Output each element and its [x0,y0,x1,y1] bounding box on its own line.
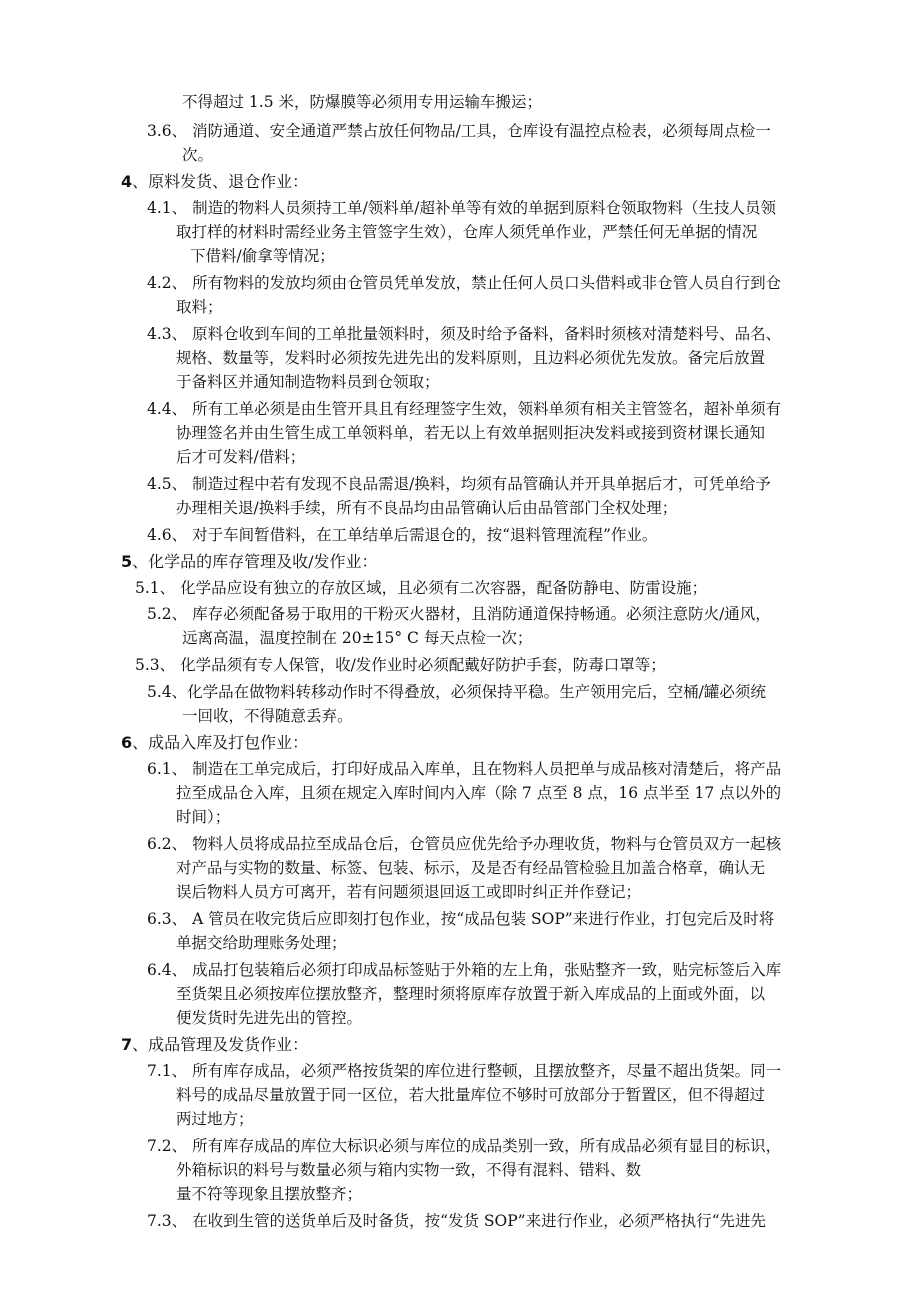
text-line: 5.4、化学品在做物料转移动作时不得叠放，必须保持平稳。生产领用完后，空桶/罐必须统 [147,683,766,701]
text-line: 时间）； [176,808,231,826]
text-line: 误后物料人员方可离开，若有问题须退回返工或即时纠正并作登记； [176,883,642,901]
section-heading [121,172,308,192]
text-line: 5.3、 化学品须有专人保管，收/发作业时必须配戴好防护手套，防毒口罩等； [135,656,666,674]
text-line: 7.2、 所有库存成品的库位大标识必须与库位的成品类别一致，所有成品必须有显目的标识， [147,1137,782,1155]
text-line: 料号的成品尽量放置于同一区位，若大批量库位不够时可放部分于暂置区，但不得超过 [176,1086,766,1104]
text-line: 量不符等现象且摆放整齐； [176,1185,363,1203]
text-line: 办理相关退/换料手续，所有不良品均由品管确认后由品管部门全权处理； [176,499,678,517]
text-line: 至货架且必须按库位摆放整齐，整理时须将原库存放置于新入库成品的上面或外面，以 [176,985,766,1003]
section-number: 4 [121,172,133,191]
text-line: 4.6、 对于车间暂借料，在工单结单后需退仓的，按“退料管理流程”作业。 [147,526,658,544]
text-line: 7.1、 所有库存成品，必须严格按货架的库位进行整顿，且摆放整齐，尽量不超出货架。同一 [147,1062,782,1080]
section-title: 、原料发货、退仓作业： [132,172,309,191]
section-title: 、成品管理及发货作业： [132,1035,309,1054]
text-line: 4.1、 制造的物料人员须持工单/领料单/超补单等有效的单据到原料仓领取物料（生技人员领 [147,199,777,217]
text-line: 对产品与实物的数量、标签、包装、标示，及是否有经品管检验且加盖合格章，确认无 [176,859,766,877]
text-line: 两过地方； [176,1110,254,1128]
text-line: 下借料/偷拿等情况； [190,247,335,265]
text-line: 5.2、 库存必须配备易于取用的干粉灭火器材，且消防通道保持畅通。必须注意防火/通风， [147,605,771,623]
text-line: 于备料区并通知制造物料员到仓领取； [176,373,440,391]
text-line: 3.6、 消防通道、安全通道严禁占放任何物品/工具，仓库设有温控点检表，必须每周点检一 [147,122,771,140]
text-line: 后才可发料/借料； [176,448,306,466]
text-line: 一回收，不得随意丢弃。 [182,707,353,725]
text-line: 6.1、 制造在工单完成后，打印好成品入库单，且在物料人员把单与成品核对清楚后，将产品 [147,760,782,778]
section-heading [121,552,378,572]
section-number: 6 [121,733,133,752]
text-line: 次。 [182,146,214,164]
section-heading [121,1035,308,1055]
section-number: 7 [121,1035,133,1054]
text-line: 4.4、 所有工单必须是由生管开具且有经理签字生效，领料单须有相关主管签名，超补单须有 [147,400,782,418]
text-line: 便发货时先进先出的管控。 [176,1009,363,1027]
text-line: 外箱标识的料号与数量必须与箱内实物一致，不得有混料、错料、数 [176,1161,642,1179]
text-line: 远离高温，温度控制在 20±15° C 每天点检一次； [182,629,533,647]
text-line: 拉至成品仓入库，且须在规定入库时间内入库（除 7 点至 8 点，16 点半至 17 点以外的 [176,784,782,802]
text-line: 取料； [176,298,223,316]
text-line: 规格、数量等，发料时必须按先进先出的发料原则，且边料必须优先发放。备完后放置 [176,349,766,367]
text-line: 4.5、 制造过程中若有发现不良品需退/换料，均须有品管确认并开具单据后才，可凭单给予 [147,475,771,493]
text-line: 4.2、 所有物料的发放均须由仓管员凭单发放，禁止任何人员口头借料或非仓管人员自行到仓 [147,274,782,292]
section-title: 、化学品的库存管理及收/发作业： [132,552,378,571]
text-line: 单据交给助理账务处理； [176,934,347,952]
text-line: 6.2、 物料人员将成品拉至成品仓后，仓管员应优先给予办理收货，物料与仓管员双方一起核 [147,835,782,853]
text-line: 5.1、 化学品应设有独立的存放区域，且必须有二次容器，配备防静电、防雷设施； [135,579,708,597]
text-line: 协理签名并由生管生成工单领料单，若无以上有效单据则拒决发料或接到资材课长通知 [176,424,766,442]
text-line: 7.3、 在收到生管的送货单后及时备货，按“发货 SOP”来进行作业，必须严格执行“先进先 [147,1212,767,1230]
section-title: 、成品入库及打包作业： [132,733,309,752]
text-line: 6.3、 A 管员在收完货后应即刻打包作业，按“成品包装 SOP”来进行作业，打包完后及时将 [147,910,775,928]
text-line: 6.4、 成品打包装箱后必须打印成品标签贴于外箱的左上角，张贴整齐一致，贴完标签后入库 [147,961,782,979]
section-number: 5 [121,552,133,571]
text-line: 4.3、 原料仓收到车间的工单批量领料时，须及时给予备料，备料时须核对清楚料号、品名、 [147,325,782,343]
section-heading [121,733,308,753]
text-line: 不得超过 1.5 米，防爆膜等必须用专用运输车搬运； [182,93,543,111]
text-line: 取打样的材料时需经业务主管签字生效），仓库人须凭单作业，严禁任何无单据的情况 [176,223,758,241]
